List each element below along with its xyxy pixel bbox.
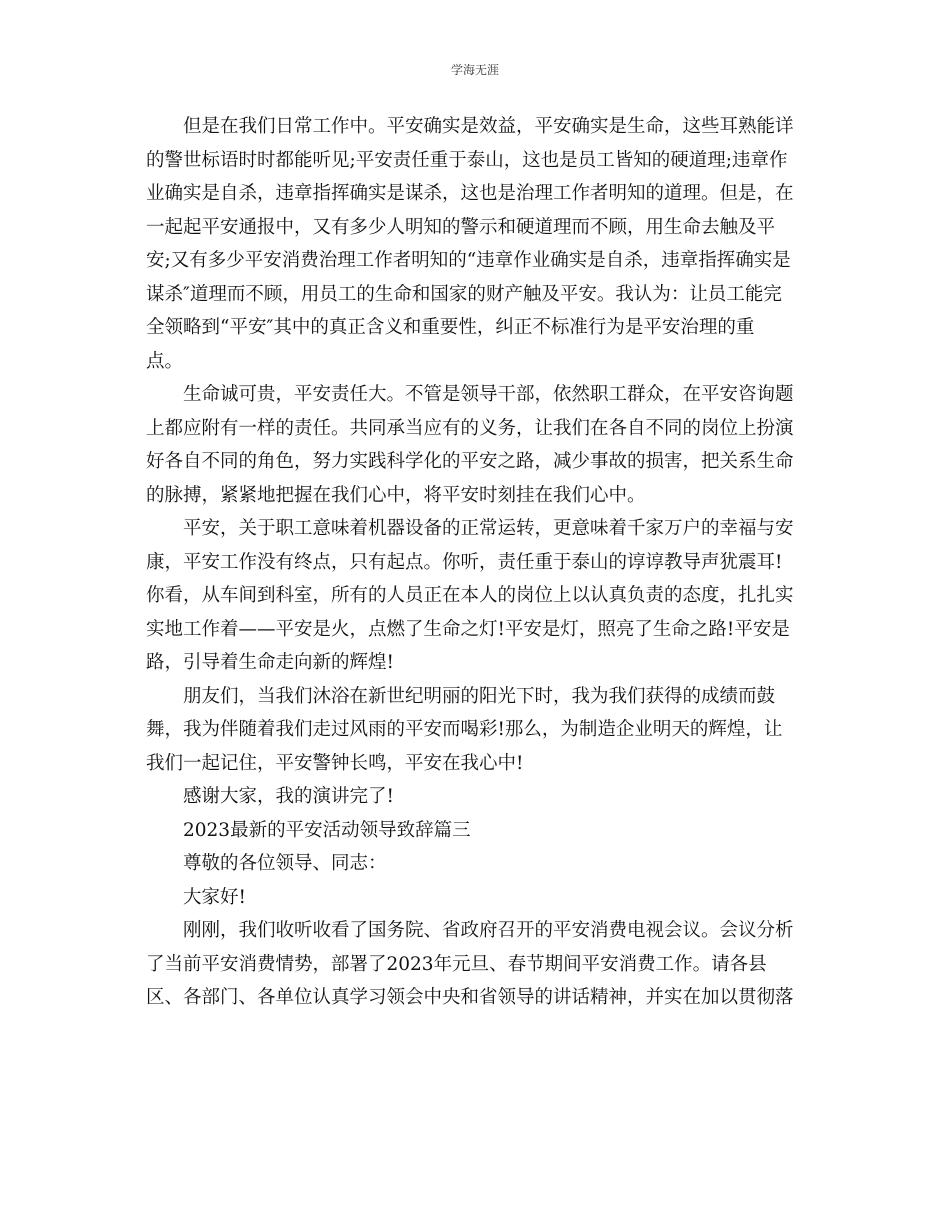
text-line: 舞，我为伴随着我们走过风雨的平安而喝彩!那么，为制造企业明天的辉煌，让 xyxy=(146,719,783,740)
text-line: 一起起平安通报中，又有多少人明知的警示和硬道理而不顾，用生命去触及平 xyxy=(146,216,776,238)
text-line: 区、各部门、各单位认真学习领会中央和省领导的讲话精神，并实在加以贯彻落 xyxy=(146,987,794,1008)
text-line: 刚刚，我们收听收看了国务院、省政府召开的平安消费电视会议。会议分析 xyxy=(183,920,794,941)
text-line: 谋杀″道理而不顾，用员工的生命和国家的财产触及平安。我认为：让员工能完 xyxy=(146,283,782,305)
text-line: 全领略到“平安″其中的真正含义和重要性，纠正不标准行为是平安治理的重 xyxy=(146,317,755,338)
text-line: 了当前平安消费情势，部署了2023年元旦、春节期间平安消费工作。请各县 xyxy=(146,953,767,975)
page-header: 学海无涯 xyxy=(450,63,499,77)
text-line: 好各自不同的角色，努力实践科学化的平安之路，减少事故的损害，把关系生命 xyxy=(146,451,794,472)
text-line: 但是在我们日常工作中。平安确实是效益，平安确实是生命，这些耳熟能详 xyxy=(183,116,794,137)
text-line: 业确实是自杀，违章指挥确实是谋杀，这也是治理工作者明知的道理。但是，在 xyxy=(146,183,794,204)
text-line: 康，平安工作没有终点，只有起点。你听，责任重于泰山的谆谆教导声犹震耳! xyxy=(146,551,783,573)
text-line: 实地工作着——平安是火，点燃了生命之灯!平安是灯，照亮了生命之路!平安是 xyxy=(146,618,790,640)
text-line: 上都应附有一样的责任。共同承当应有的义务，让我们在各自不同的岗位上扮演 xyxy=(146,417,794,439)
text-line: 的脉搏，紧紧地把握在我们心中，将平安时刻挂在我们心中。 xyxy=(146,484,646,506)
text-line: 你看，从车间到科室，所有的人员正在本人的岗位上以认真负责的态度，扎扎实 xyxy=(146,585,794,606)
text-line: 朋友们，当我们沐浴在新世纪明丽的阳光下时，我为我们获得的成绩而鼓 xyxy=(183,685,776,707)
document-body xyxy=(146,110,806,1015)
text-line: 平安，关于职工意味着机器设备的正常运转，更意味着千家万户的幸福与安 xyxy=(183,518,794,539)
text-line: 点。 xyxy=(146,350,184,372)
text-line: 2023最新的平安活动领导致辞篇三 xyxy=(183,819,471,841)
text-line: 路，引导着生命走向新的辉煌! xyxy=(146,652,394,673)
text-line: 我们一起记住，平安警钟长鸣，平安在我心中! xyxy=(146,752,524,774)
text-line: 大家好! xyxy=(183,886,246,908)
text-line: 安;又有多少平安消费治理工作者明知的“违章作业确实是自杀，违章指挥确实是 xyxy=(146,250,791,271)
text-line: 感谢大家，我的演讲完了! xyxy=(183,786,394,807)
text-line: 的警世标语时时都能听见;平安责任重于泰山，这也是员工皆知的硬道理;违章作 xyxy=(146,149,788,171)
text-line: 生命诚可贵，平安责任大。不管是领导干部，依然职工群众，在平安咨询题 xyxy=(183,384,794,405)
text-line: 尊敬的各位领导、同志： xyxy=(183,853,387,874)
